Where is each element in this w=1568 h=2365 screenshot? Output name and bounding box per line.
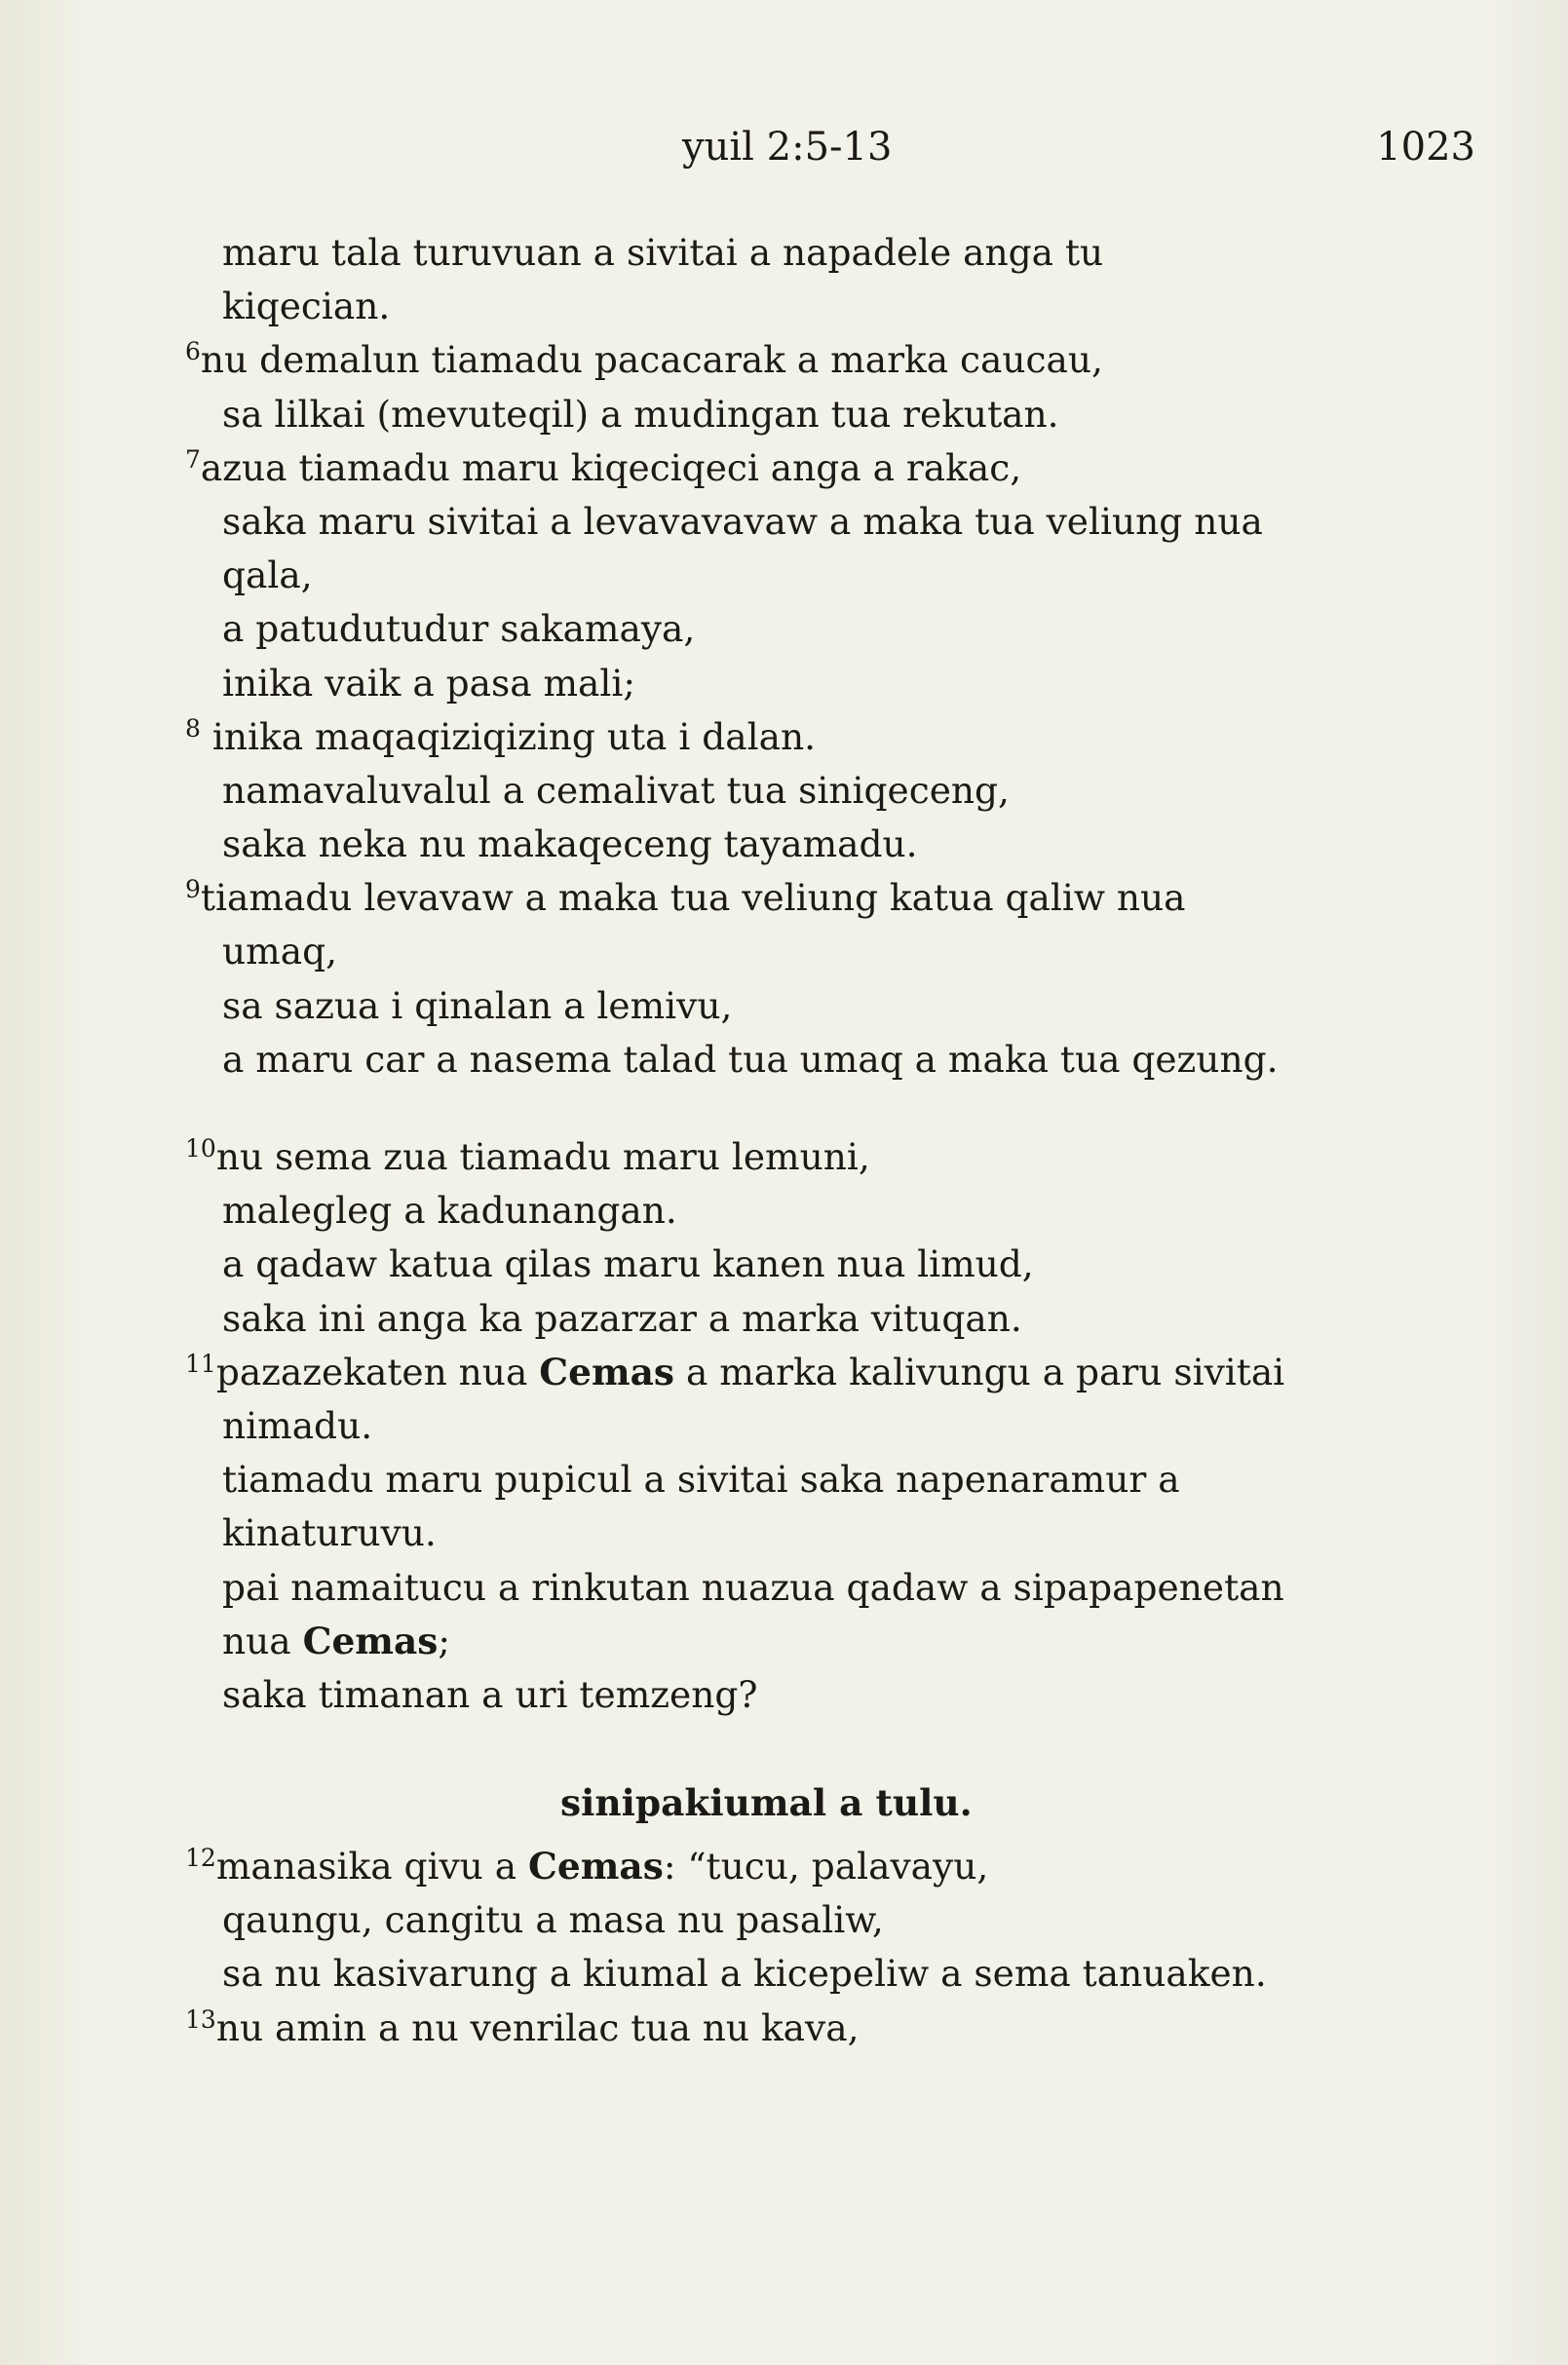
running-head: yuil 2:5-13 <box>682 125 893 170</box>
line-text: nu sema zua tiamadu maru lemuni, <box>215 1135 870 1178</box>
verse-number: 8 <box>185 713 201 743</box>
line-text: : “tucu, palavayu, <box>663 1845 989 1888</box>
line-text: azua tiamadu maru kiqeciqeci anga a rakac, <box>200 445 1022 489</box>
verse-number: 9 <box>185 875 201 904</box>
text-line <box>175 1399 1481 1453</box>
section-heading: sinipakiumal a tulu. <box>560 1781 973 1825</box>
text-line <box>175 1507 1481 1560</box>
text-line <box>175 1893 1481 1947</box>
line-text: nua <box>222 1619 303 1662</box>
verse-number: 11 <box>185 1349 216 1378</box>
line-text: saka maru sivitai a levavavavaw a maka tua veliung nua <box>222 499 1263 543</box>
text-line <box>175 1947 1481 2001</box>
line-text: sa nu kasivarung a kiumal a kicepeliw a sema tanuaken. <box>222 1952 1267 1996</box>
text-line <box>175 925 1481 978</box>
line-text: a maru car a nasema talad tua umaq a maka tua qezung. <box>222 1037 1279 1081</box>
text-line <box>175 1184 1481 1238</box>
text-line <box>175 1033 1481 1087</box>
line-text: saka neka nu makaqeceng tayamadu. <box>222 822 918 866</box>
line-text: qala, <box>222 553 313 597</box>
text-line <box>175 602 1481 656</box>
line-text: kinaturuvu. <box>222 1511 437 1555</box>
divine-name: Cemas <box>528 1845 664 1888</box>
text-line <box>175 549 1481 602</box>
line-text: kiqecian. <box>222 285 391 328</box>
text-line <box>175 333 1481 387</box>
text-line <box>175 818 1481 871</box>
page-header <box>0 125 1568 183</box>
body-text <box>175 226 1481 2055</box>
stanza-gap <box>175 1087 1481 1130</box>
text-line <box>175 441 1481 495</box>
line-text: nu amin a nu venrilac tua nu kava, <box>215 2005 860 2049</box>
text-line <box>175 764 1481 818</box>
line-text: malegleg a kadunangan. <box>222 1189 677 1233</box>
line-text: a patudutudur sakamaya, <box>222 607 696 651</box>
divine-name: Cemas <box>539 1350 675 1393</box>
text-line <box>175 1615 1481 1668</box>
verse-number: 6 <box>185 337 201 366</box>
text-line <box>175 710 1481 764</box>
line-text: ; <box>438 1619 451 1662</box>
text-line <box>175 1346 1481 1399</box>
verse-number: 12 <box>185 1844 216 1873</box>
line-text: sa lilkai (mevuteqil) a mudingan tua rekutan. <box>222 392 1059 436</box>
line-text: sa sazua i qinalan a lemivu, <box>222 983 733 1027</box>
line-text: nu demalun tiamadu pacacarak a marka caucau, <box>200 338 1103 382</box>
text-line <box>175 226 1481 280</box>
line-text: pai namaitucu a rinkutan nuazua qadaw a sipapapenetan <box>222 1565 1284 1609</box>
text-line <box>175 1238 1481 1291</box>
line-text: namavaluvalul a cemalivat tua siniqeceng, <box>222 768 1010 812</box>
line-text: a marka kalivungu a paru sivitai <box>674 1350 1285 1393</box>
page-number: 1023 <box>1376 125 1475 170</box>
line-text: tiamadu maru pupicul a sivitai saka napenaramur a <box>222 1458 1180 1502</box>
line-text: tiamadu levavaw a maka tua veliung katua qaliw nua <box>200 876 1186 920</box>
text-line <box>175 871 1481 925</box>
text-line <box>175 1840 1481 1893</box>
divine-name: Cemas <box>302 1619 439 1662</box>
text-line <box>175 657 1481 710</box>
text-line <box>175 1292 1481 1346</box>
verse-number: 10 <box>185 1134 216 1163</box>
line-text: manasika qivu a <box>215 1845 529 1888</box>
line-text: saka timanan a uri temzeng? <box>222 1672 758 1716</box>
line-text: qaungu, cangitu a masa nu pasaliw, <box>222 1898 884 1942</box>
text-line <box>175 388 1481 441</box>
line-text: maru tala turuvuan a sivitai a napadele anga tu <box>222 231 1104 274</box>
line-text: inika vaik a pasa mali; <box>222 661 636 705</box>
verse-number: 13 <box>185 2004 216 2034</box>
line-text: saka ini anga ka pazarzar a marka vituqan. <box>222 1296 1022 1340</box>
text-line <box>175 280 1481 333</box>
line-text: inika maqaqiziqizing uta i dalan. <box>200 714 817 758</box>
line-text: umaq, <box>222 930 337 973</box>
verse-number: 7 <box>185 444 201 474</box>
text-line <box>175 495 1481 549</box>
text-line <box>175 979 1481 1033</box>
text-line <box>175 1561 1481 1615</box>
stanza-gap <box>175 1722 1481 1766</box>
line-text: nimadu. <box>222 1403 373 1447</box>
text-line <box>175 1453 1481 1507</box>
line-text: a qadaw katua qilas maru kanen nua limud, <box>222 1242 1034 1286</box>
text-line <box>175 1130 1481 1184</box>
text-line <box>175 1668 1481 1722</box>
line-text: pazazekaten nua <box>215 1350 540 1393</box>
text-line <box>175 2002 1481 2055</box>
